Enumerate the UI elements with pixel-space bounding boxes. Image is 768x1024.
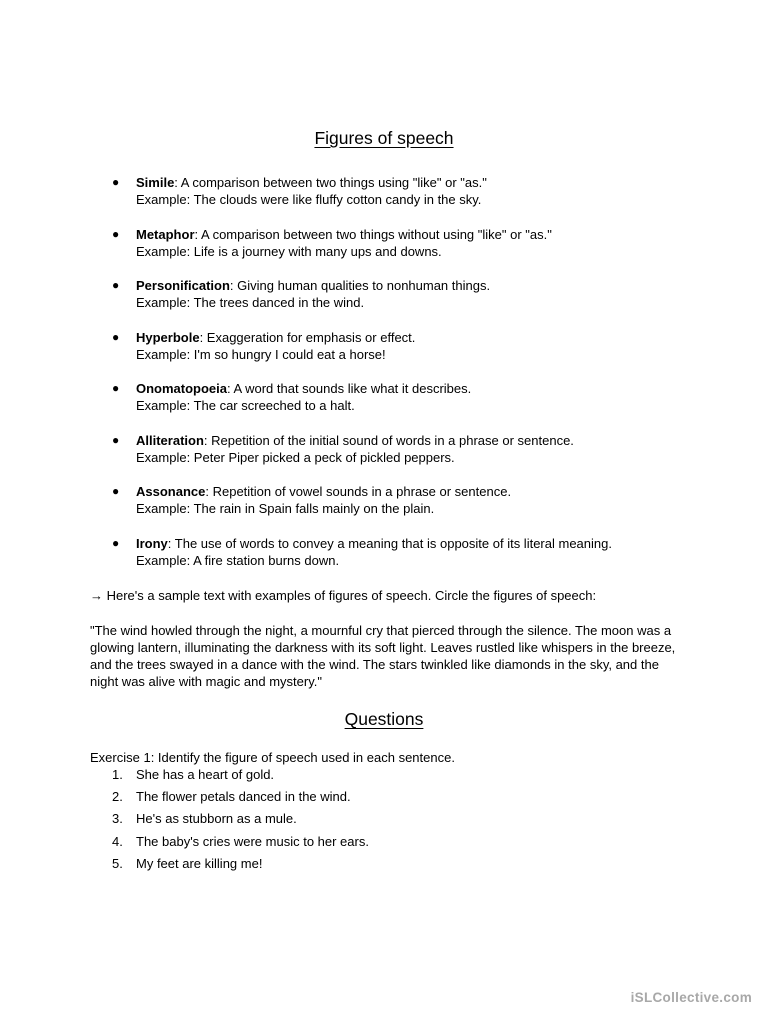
term-name: Simile: [136, 175, 175, 190]
questions-heading: Questions: [344, 709, 424, 729]
figures-list: [112, 174, 712, 586]
term-name: Assonance: [136, 484, 206, 499]
exercise-item: [90, 855, 690, 877]
term-definition: : Giving human qualities to nonhuman things.: [229, 278, 491, 293]
exercise-item: [90, 788, 690, 810]
term-name: Personification: [136, 278, 230, 293]
exercise-item: [90, 810, 690, 832]
term-name: Onomatopoeia: [136, 381, 228, 396]
term-definition: : A comparison between two things without using "like" or "as.": [194, 226, 552, 242]
item-number: 1.: [112, 767, 123, 782]
term-name: Metaphor: [136, 226, 195, 242]
item-sentence: The baby's cries were music to her ears.: [136, 833, 369, 849]
term-name: Irony: [136, 535, 168, 551]
term-example: Example: The car screeched to a halt.: [136, 398, 355, 413]
term-example: Example: A fire station burns down.: [136, 552, 340, 568]
term-example: Example: The rain in Spain falls mainly on the plain.: [136, 501, 435, 516]
bullet-icon: ●: [112, 278, 120, 292]
term-example: Example: I'm so hungry I could eat a horse!: [136, 346, 386, 362]
term-definition: : A comparison between two things using "like" or "as.": [174, 175, 487, 190]
item-sentence: My feet are killing me!: [136, 855, 263, 871]
bullet-icon: ●: [112, 484, 120, 498]
item-number: 4.: [112, 833, 123, 849]
term-example: Example: Life is a journey with many ups and downs.: [136, 243, 442, 259]
bullet-icon: ●: [112, 535, 120, 550]
list-item: [112, 380, 712, 414]
list-item: [112, 277, 712, 311]
item-sentence: The flower petals danced in the wind.: [136, 789, 351, 805]
item-sentence: He's as stubborn as a mule.: [136, 811, 297, 827]
list-item: [112, 174, 712, 208]
list-item: [112, 329, 712, 363]
page-title: Figures of speech: [314, 128, 454, 148]
term-definition: : Repetition of the initial sound of words in a phrase or sentence.: [203, 432, 574, 448]
term-definition: : The use of words to convey a meaning that is opposite of its literal meaning.: [167, 535, 612, 551]
term-example: Example: Peter Piper picked a peck of pickled peppers.: [136, 449, 455, 465]
term-definition: : Repetition of vowel sounds in a phrase or sentence.: [205, 484, 512, 499]
item-number: 5.: [112, 855, 123, 871]
list-item: [112, 483, 712, 517]
term-example: Example: The clouds were like fluffy cotton candy in the sky.: [136, 192, 482, 207]
term-name: Hyperbole: [136, 329, 200, 345]
passage-instruction: → Here's a sample text with examples of figures of speech. Circle the figures of speech:: [90, 588, 597, 603]
list-item: [112, 535, 712, 569]
bullet-icon: ●: [112, 175, 120, 189]
list-item: [112, 432, 712, 466]
exercise-item: [90, 766, 690, 788]
term-definition: : A word that sounds like what it describes.: [227, 381, 472, 396]
item-number: 3.: [112, 811, 123, 827]
term-name: Alliteration: [136, 432, 204, 448]
sample-passage: "The wind howled through the night, a mournful cry that pierced through the silence. The moon was a glowing lantern, illuminating the darkness with its soft light. Leaves rustled like whispers in the breeze, and the trees swayed in a dance with the wind. The stars twinkled like diamonds in the sky, and the night was alive with magic and mystery.": [90, 623, 676, 689]
exercise-list: [90, 766, 690, 877]
list-item: [112, 226, 712, 260]
term-definition: : Exaggeration for emphasis or effect.: [199, 329, 416, 345]
exercise-item: [90, 833, 690, 855]
bullet-icon: ●: [112, 432, 120, 447]
term-example: Example: The trees danced in the wind.: [136, 295, 365, 310]
bullet-icon: ●: [112, 226, 120, 241]
exercise-title: Exercise 1: Identify the figure of speech used in each sentence.: [90, 750, 455, 765]
item-sentence: She has a heart of gold.: [136, 767, 275, 782]
bullet-icon: ●: [112, 381, 120, 395]
bullet-icon: ●: [112, 329, 120, 344]
site-watermark: iSLCollective.com: [630, 990, 752, 1005]
item-number: 2.: [112, 789, 123, 805]
